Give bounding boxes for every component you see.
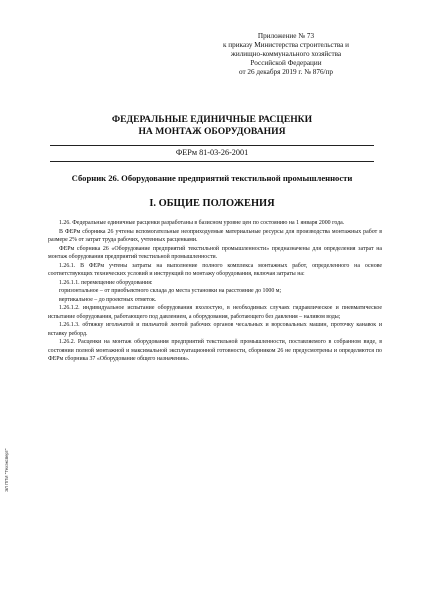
collection-title: Сборник 26. Оборудование предприятий текстильной промышленности bbox=[71, 173, 353, 183]
appendix-line: жилищно-коммунального хозяйства bbox=[230, 50, 342, 58]
title-line: НА МОНТАЖ ОБОРУДОВАНИЯ bbox=[138, 126, 286, 137]
body-text bbox=[48, 219, 382, 364]
paragraph: 1.26.1.3. обтяжку игольчатой и пильчатой лентой рабочих органов чесальных и ворсовальных машин, проточку канавок и вставку реборд. bbox=[48, 322, 382, 337]
paragraph: 1.26.1.1. перемещение оборудования: bbox=[59, 279, 153, 286]
appendix-line: Приложение № 73 bbox=[257, 32, 315, 40]
paragraph: ФЕРм сборника 26 «Оборудование предприятий текстильной промышленности» предназначены для определения затрат на монтаж оборудования предприятий текстильной промышленности. bbox=[48, 245, 382, 260]
paragraph: 1.26. Федеральные единичные расценки разработаны в базисном уровне цен по состоянию на 1 января 2000 года. bbox=[59, 220, 345, 226]
paragraph: вертикальное – до проектных отметок. bbox=[59, 296, 157, 303]
document-code: ФЕРм 81-03-26-2001 bbox=[175, 148, 249, 157]
paragraph: В ФЕРм сборника 26 учтены вспомогательные неоприходуемые материальные ресурсы для производства монтажных работ в размере 2% от затрат труда рабочих, учтенных расценками. bbox=[48, 228, 382, 243]
divider-bottom bbox=[50, 161, 374, 162]
divider-top bbox=[50, 145, 374, 146]
appendix-line: от 26 декабря 2019 г. № 876/пр bbox=[239, 68, 333, 76]
side-note: ЭЛ ППИ "Техэксперт" bbox=[4, 448, 9, 492]
paragraph: 1.26.2. Расценки на монтаж оборудования предприятий текстильной промышленности, поставляемого в собранном виде, в состоянии полной монтажной и максимальной эксплуатационной готовности, сборником 26 не предусмотрены и определяются по ФЕРм сборника 37 «Оборудование общего назначения». bbox=[48, 339, 382, 362]
paragraph: 1.26.1. В ФЕРм учтены затраты на выполнение полного комплекса монтажных работ, определенного на основе соответствующих технических условий и инструкций по монтажу оборудования, включая затраты на: bbox=[48, 262, 382, 277]
title-line: ФЕДЕРАЛЬНЫЕ ЕДИНИЧНЫЕ РАСЦЕНКИ bbox=[111, 114, 313, 125]
appendix-line: Российской Федерации bbox=[250, 59, 322, 67]
document-title bbox=[0, 114, 424, 138]
paragraph: горизонтальное – от приобъектного склада до места установки на расстояние до 1000 м; bbox=[59, 288, 282, 294]
appendix-line: к приказу Министерства строительства и bbox=[222, 41, 349, 49]
appendix-block bbox=[186, 32, 386, 77]
paragraph: 1.26.1.2. индивидуальное испытание оборудования вхолостую, в необходимых случаях гидравлическое и пневматическое испытание оборудования, работающего под давлением, а оборудования, работающего без давления – наливом воды; bbox=[48, 305, 382, 320]
section-heading: I. ОБЩИЕ ПОЛОЖЕНИЯ bbox=[149, 198, 275, 209]
